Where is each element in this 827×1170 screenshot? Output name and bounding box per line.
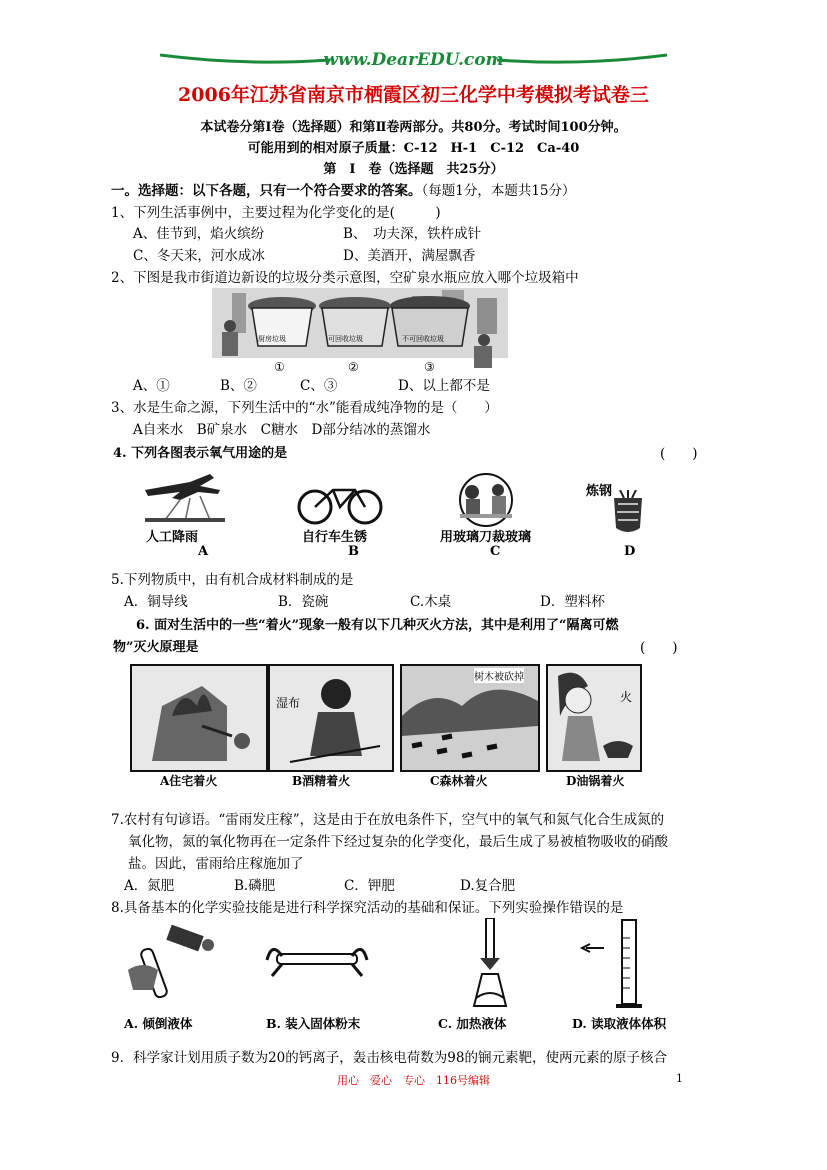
q7-option-b: B.磷肥 bbox=[234, 878, 276, 894]
q3-options: A自来水 B矿泉水 C糖水 D部分结冰的蒸馏水 bbox=[133, 422, 431, 438]
q8-caption-a: A. 倾倒液体 bbox=[124, 1016, 193, 1031]
bin-number-3: ③ bbox=[424, 360, 435, 374]
q6-caption-c: C森林着火 bbox=[430, 774, 488, 788]
q7-line3: 盐。因此，雷雨给庄稼施加了 bbox=[128, 856, 304, 872]
q7-option-c: C．钾肥 bbox=[344, 878, 395, 894]
q6-image-b bbox=[268, 664, 394, 772]
q6-paren: ( ) bbox=[640, 640, 678, 656]
pouring-liquid-icon bbox=[118, 920, 218, 1008]
q2-option-a: A、① bbox=[133, 378, 170, 394]
bin-label-1: 厨房垃圾 bbox=[258, 335, 286, 343]
bin-number-1: ① bbox=[274, 360, 285, 374]
q8-caption-d: D. 读取液体体积 bbox=[572, 1016, 667, 1031]
q8-caption-b: B. 装入固体粉末 bbox=[266, 1016, 361, 1031]
q2-option-d: D、以上都不是 bbox=[398, 378, 490, 394]
q6-caption-a: A住宅着火 bbox=[160, 774, 218, 788]
trees-cut-label: 树木被砍掉 bbox=[474, 668, 524, 683]
fire-label: 火 bbox=[620, 690, 633, 704]
q1-option-b: B、 功夫深，铁杵成针 bbox=[343, 226, 482, 242]
q6-image-a bbox=[130, 664, 268, 772]
q6-stem-line2: 物”灭火原理是 bbox=[113, 640, 199, 655]
q6-stem-line1: 6. 面对生活中的一些“着火”现象一般有以下几种灭火方法，其中是利用了“隔离可燃 bbox=[136, 618, 619, 633]
heating-liquid-icon bbox=[458, 918, 522, 1010]
reading-volume-icon bbox=[580, 918, 650, 1010]
garbage-bins-figure bbox=[212, 288, 508, 376]
q5-stem: 5.下列物质中，由有机合成材料制成的是 bbox=[111, 572, 354, 588]
q5-option-c: C.木桌 bbox=[410, 594, 452, 610]
q6-image-d bbox=[546, 664, 642, 772]
section-heading: 第 Ⅰ 卷（选择题 共25分） bbox=[323, 162, 504, 177]
q7-line1: 7.农村有句谚语。“雷雨发庄稼”，这是由于在放电条件下，空气中的氧气和氮气化合生成氮的 bbox=[111, 812, 665, 828]
page-title: 2006年江苏省南京市栖霞区初三化学中考模拟考试卷三 bbox=[178, 84, 649, 106]
q2-option-c: C、③ bbox=[300, 378, 338, 394]
q4-caption-d: 炼钢 bbox=[586, 484, 613, 499]
q4-letter-c: C bbox=[490, 544, 501, 559]
q4-paren: ( ) bbox=[660, 446, 698, 462]
footer-text: 用心 爱心 专心 116号编辑 bbox=[337, 1074, 490, 1087]
bin-label-3: 不可回收垃圾 bbox=[402, 335, 444, 343]
q7-option-d: D.复合肥 bbox=[460, 878, 516, 894]
site-logo: www.DearEDU.com bbox=[323, 50, 504, 70]
q7-option-a: A．氮肥 bbox=[124, 878, 175, 894]
part1-heading bbox=[111, 179, 576, 199]
q4-caption-c: 用玻璃刀裁玻璃 bbox=[440, 530, 532, 545]
q9-stem: 9．科学家计划用质子数为20的钙离子，轰击核电荷数为98的锎元素靶，使两元素的原子核合 bbox=[111, 1050, 667, 1066]
q4-caption-b: 自行车生锈 bbox=[302, 530, 368, 545]
q1-option-d: D、美酒开，满屋飘香 bbox=[343, 248, 476, 264]
q2-option-b: B、② bbox=[220, 378, 257, 394]
bin-number-2: ② bbox=[348, 360, 359, 374]
q7-line2: 氧化物，氮的氧化物再在一定条件下经过复杂的化学变化，最后生成了易被植物吸收的硝酸 bbox=[128, 834, 668, 850]
q6-caption-b: B酒精着火 bbox=[292, 774, 351, 788]
exam-info: 本试卷分第Ⅰ卷（选择题）和第Ⅱ卷两部分。共80分。考试时间100分钟。 bbox=[200, 120, 627, 135]
q5-option-a: A．铜导线 bbox=[124, 594, 188, 610]
q4-letter-b: B bbox=[348, 544, 359, 559]
q5-option-b: B．瓷碗 bbox=[278, 594, 329, 610]
q1-stem: 1、下列生活事例中，主要过程为化学变化的是( ) bbox=[111, 205, 441, 221]
part1-title: 一。选择题：以下各题，只有一个符合要求的答案。 bbox=[111, 183, 422, 199]
bicycle-icon bbox=[295, 482, 385, 527]
q4-letter-a: A bbox=[198, 544, 209, 559]
atomic-mass-info: 可能用到的相对原子质量：C-12 H-1 C-12 Ca-40 bbox=[247, 141, 580, 156]
airplane-icon bbox=[140, 470, 230, 525]
q5-option-d: D．塑料杯 bbox=[540, 594, 605, 610]
q8-stem: 8.具备基本的化学实验技能是进行科学探究活动的基础和保证。下列实验操作错误的是 bbox=[111, 900, 624, 916]
q4-caption-a: 人工降雨 bbox=[146, 530, 199, 545]
q8-caption-c: C. 加热液体 bbox=[438, 1016, 507, 1031]
part1-note: （每题1分，本题共15分） bbox=[421, 183, 576, 199]
steelmaking-icon bbox=[610, 490, 646, 536]
q2-stem: 2、下图是我市街道边新设的垃圾分类示意图，空矿泉水瓶应放入哪个垃圾箱中 bbox=[111, 270, 579, 286]
bin-label-2: 可回收垃圾 bbox=[328, 335, 363, 343]
glass-cutting-icon bbox=[448, 472, 524, 528]
q4-stem: 4. 下列各图表示氧气用途的是 bbox=[113, 446, 288, 461]
wet-cloth-label: 湿布 bbox=[276, 696, 301, 710]
q1-option-a: A、佳节到，焰火缤纷 bbox=[133, 226, 265, 242]
loading-powder-icon bbox=[262, 936, 372, 986]
q1-option-c: C、冬天来，河水成冰 bbox=[133, 248, 265, 264]
q6-caption-d: D油锅着火 bbox=[566, 774, 625, 788]
q3-stem: 3、水是生命之源，下列生活中的“水”能看成纯净物的是（ ） bbox=[111, 400, 498, 416]
page-number: 1 bbox=[676, 1072, 683, 1085]
q6-image-c bbox=[400, 664, 540, 772]
q4-letter-d: D bbox=[624, 544, 636, 559]
